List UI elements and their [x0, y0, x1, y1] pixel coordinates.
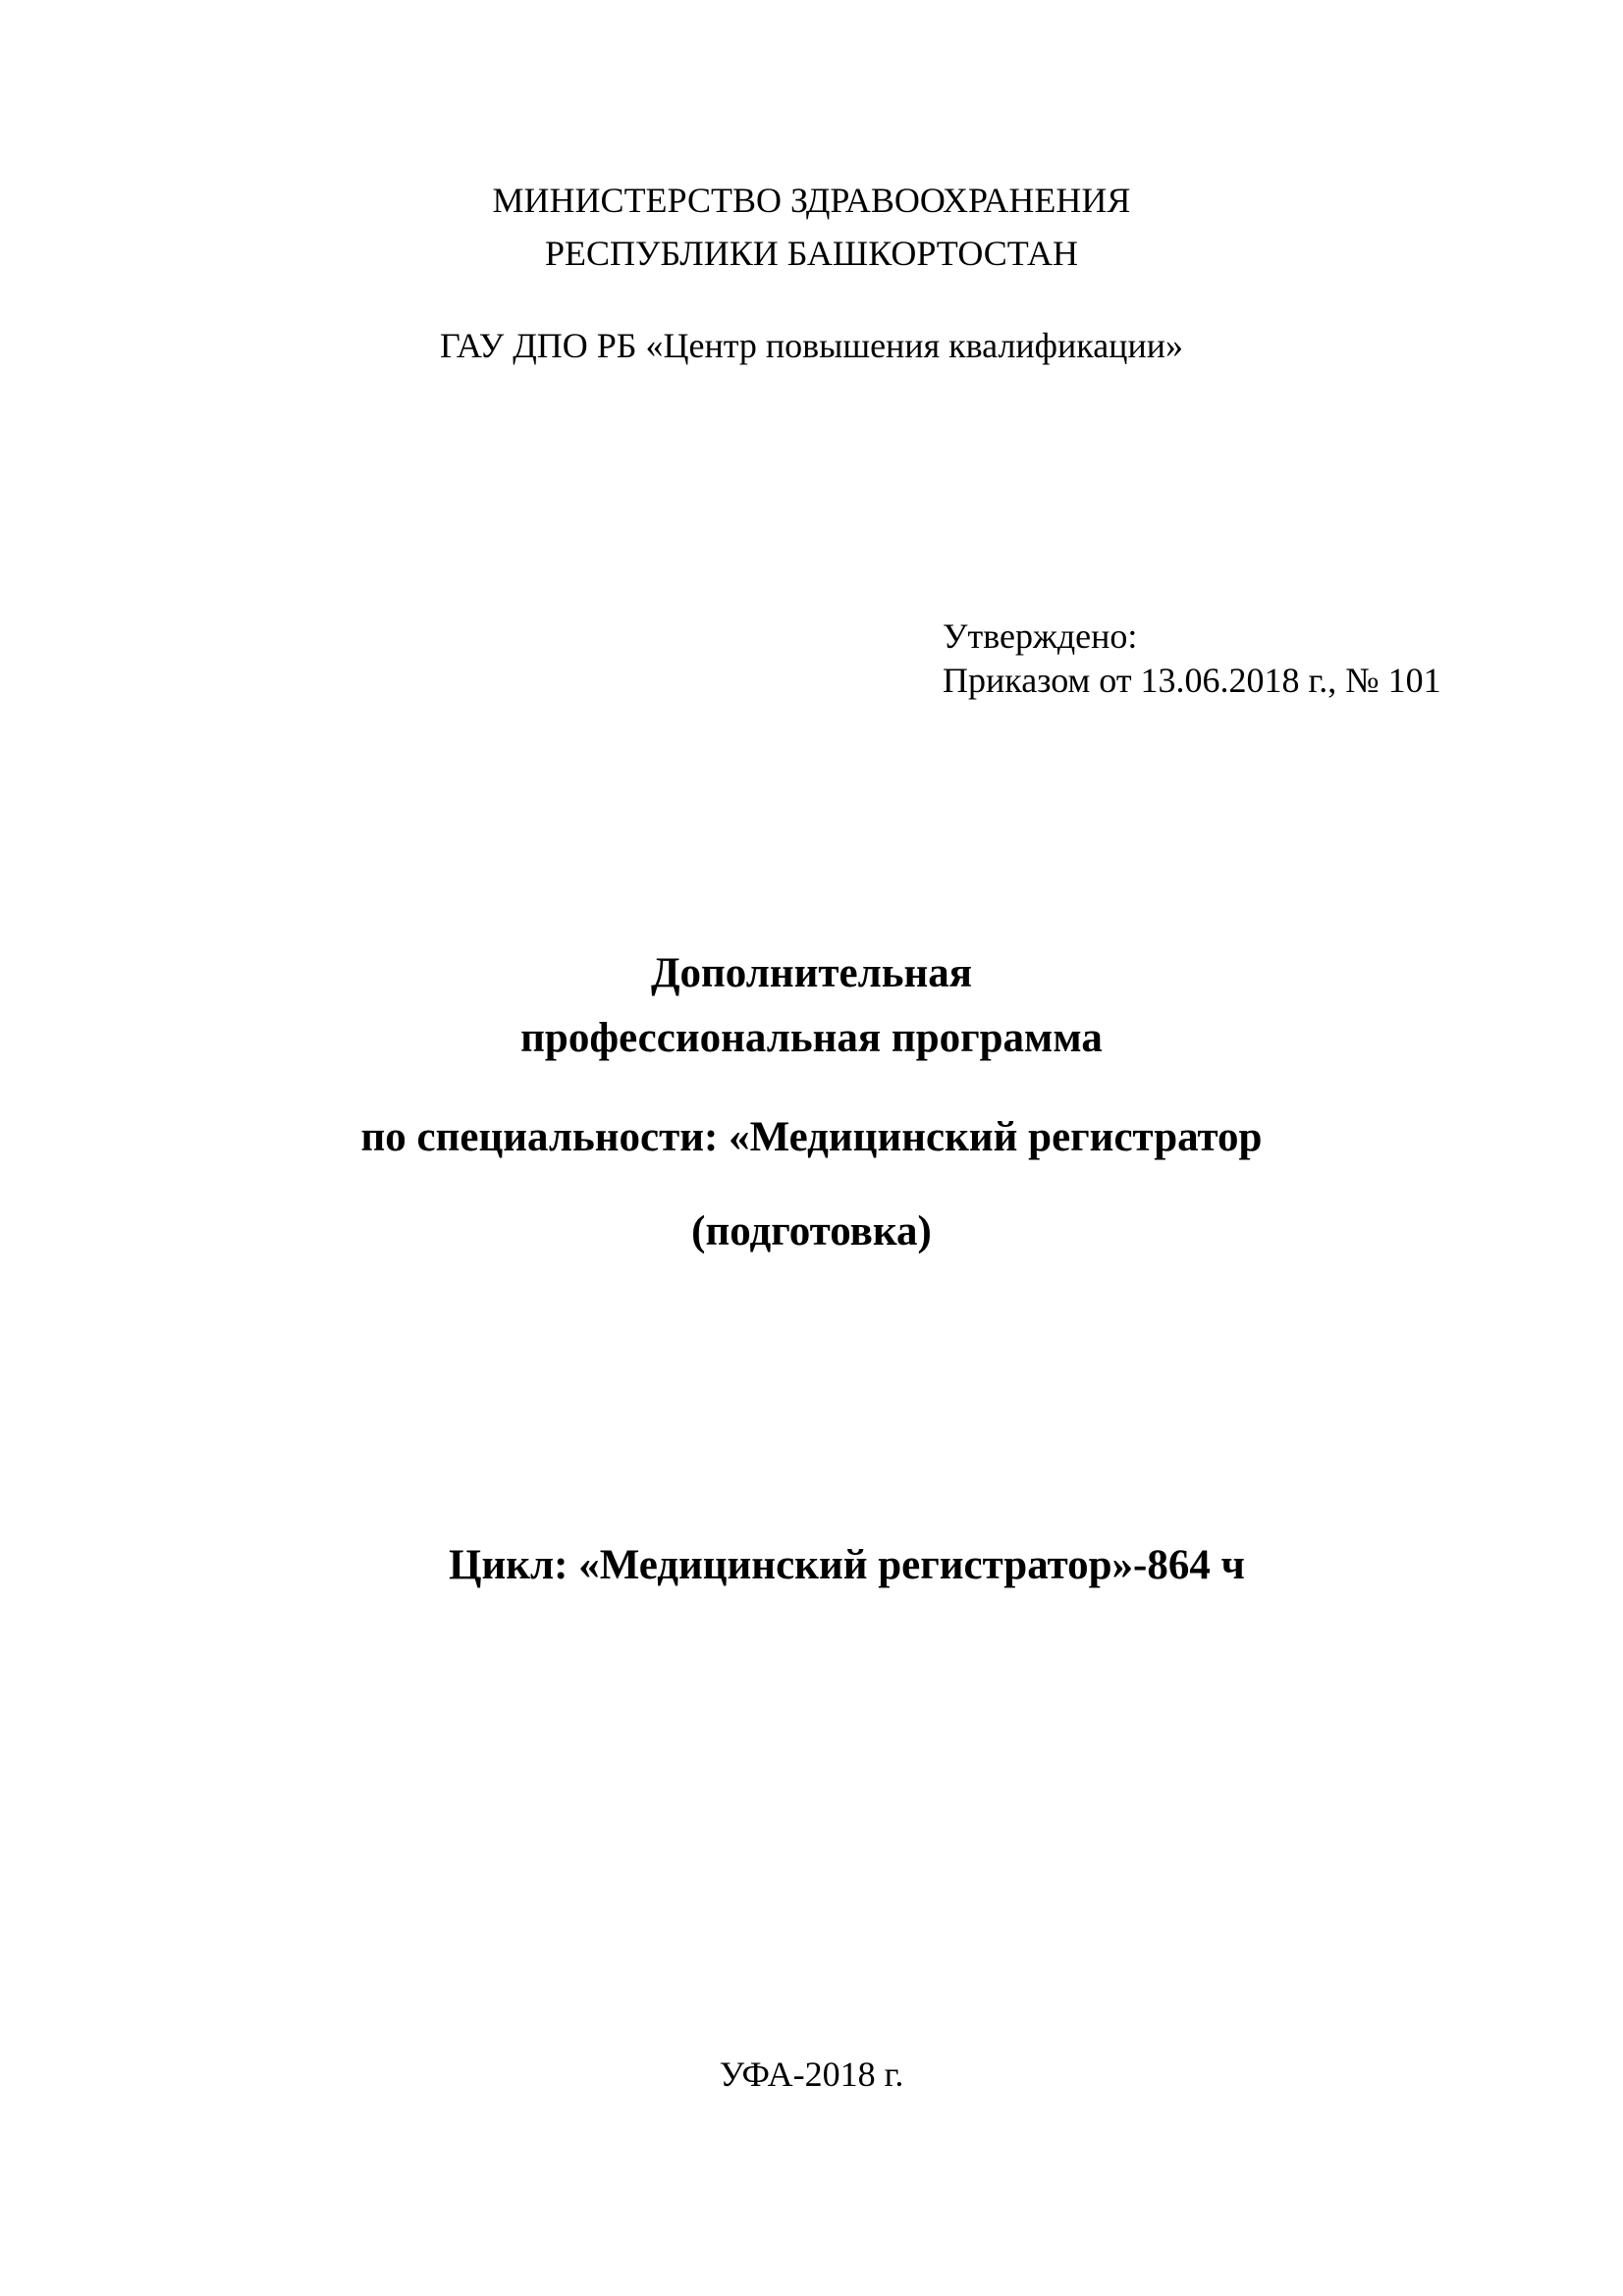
program-specialty: по специальности: «Медицинский регистратор: [360, 1114, 1263, 1160]
ministry-line-1: МИНИСТЕРСТВО ЗДРАВООХРАНЕНИЯ: [492, 181, 1131, 220]
cycle-title: Цикл: «Медицинский регистратор»-864 ч: [449, 1542, 1245, 1588]
ministry-line-2: РЕСПУБЛИКИ БАШКОРТОСТАН: [545, 234, 1078, 273]
approval-order: Приказом от 13.06.2018 г., № 101: [943, 661, 1441, 700]
program-title-line-2: профессиональная программа: [520, 1015, 1103, 1061]
approval-label: Утверждено:: [943, 616, 1138, 656]
institution-name: ГАУ ДПО РБ «Центр повышения квалификации»: [440, 326, 1183, 365]
program-title-line-1: Дополнительная: [650, 950, 973, 996]
city-year: УФА-2018 г.: [719, 2055, 904, 2094]
program-type: (подготовка): [691, 1208, 932, 1255]
